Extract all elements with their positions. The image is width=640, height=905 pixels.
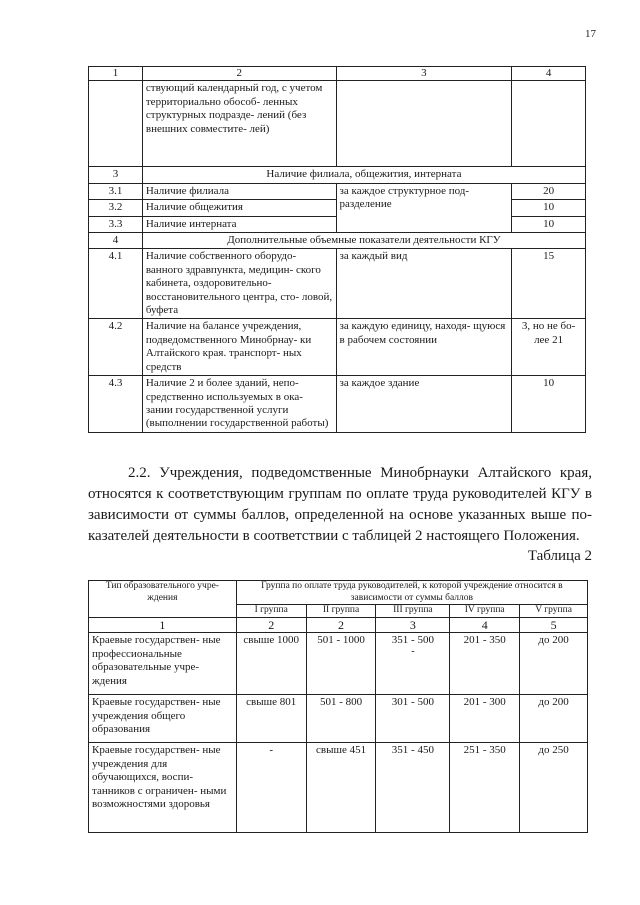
group-value: до 250 xyxy=(520,743,588,833)
group-header: Группа по оплате труда руководителей, к которой учреждение относится в зависимости от суммы баллов xyxy=(236,581,587,605)
points-cell: 15 xyxy=(512,249,586,319)
group-value: свыше 801 xyxy=(236,695,306,743)
group-label: IV группа xyxy=(450,605,520,618)
row-number: 3.2 xyxy=(89,200,143,216)
group-value: 351 - 450 xyxy=(376,743,450,833)
group-value: - xyxy=(236,743,306,833)
table2-header-row xyxy=(89,581,588,605)
table1-header-row xyxy=(89,67,586,81)
group-value: свыше 1000 xyxy=(236,633,306,695)
groups-table xyxy=(88,580,588,833)
table1-header-cell: 3 xyxy=(336,67,512,81)
column-number: 3 xyxy=(376,617,450,633)
points-cell: 10 xyxy=(512,200,586,216)
group-value: 201 - 350 xyxy=(450,633,520,695)
indicator-cell: Наличие интерната xyxy=(142,216,336,232)
group-value: 501 - 800 xyxy=(306,695,376,743)
indicator-cell: Наличие собственного оборудо- ванного здравпункта, медицин- ского кабинета, оздоровительно- восстановительного центра, сто- ловой, буфета xyxy=(142,249,336,319)
group-label: II группа xyxy=(306,605,376,618)
section-row xyxy=(89,233,586,249)
table1-header-cell: 1 xyxy=(89,67,143,81)
condition-cell: за каждое структурное под- разделение xyxy=(336,183,512,232)
type-header: Тип образовательного учре- ждения xyxy=(89,581,237,618)
row-number: 3.3 xyxy=(89,216,143,232)
table1-header-cell: 2 xyxy=(142,67,336,81)
indicator-cell: Наличие филиала xyxy=(142,183,336,199)
points-cell xyxy=(512,81,586,167)
row-number: 4.2 xyxy=(89,319,143,376)
section-number: 3 xyxy=(89,167,143,183)
indicator-cell: Наличие на балансе учреждения, подведомственного Минобрнау- ки Алтайского края. транспорт- ных средств xyxy=(142,319,336,376)
column-number: 2 xyxy=(236,617,306,633)
indicators-table xyxy=(88,66,586,433)
stray-mark: - xyxy=(411,645,415,657)
column-number: 4 xyxy=(450,617,520,633)
table-row xyxy=(89,695,588,743)
indicator-cell: Наличие 2 и более зданий, непо- средственно используемых в ока- зании государственной услуги (выполнении государственной работы) xyxy=(142,376,336,433)
row-number: 3.1 xyxy=(89,183,143,199)
condition-cell: за каждое здание xyxy=(336,376,512,433)
points-cell: 3, но не бо- лее 21 xyxy=(512,319,586,376)
institution-type: Краевые государствен- ные профессиональные образовательные учре- ждения xyxy=(89,633,237,695)
group-value: 501 - 1000 xyxy=(306,633,376,695)
indicator-cell: ствующий календарный год, с учетом территориально обособ- ленных структурных подразде- лений (без внешних совместите- лей) xyxy=(142,81,336,167)
table2-number-row xyxy=(89,617,588,633)
institution-type: Краевые государствен- ные учреждения для обучающихся, воспи- танников с ограничен- ными возможностями здоровья xyxy=(89,743,237,833)
condition-cell: за каждый вид xyxy=(336,249,512,319)
row-number xyxy=(89,81,143,167)
column-number: 2 xyxy=(306,617,376,633)
row-number: 4.3 xyxy=(89,376,143,433)
page-number: 17 xyxy=(585,28,596,40)
group-value: 301 - 500 xyxy=(376,695,450,743)
table1-header-cell: 4 xyxy=(512,67,586,81)
group-value xyxy=(376,633,450,695)
section-title: Дополнительные объемные показатели деятельности КГУ xyxy=(142,233,585,249)
table-row xyxy=(89,743,588,833)
table-row xyxy=(89,319,586,376)
group-label: V группа xyxy=(520,605,588,618)
table1-row-continuation xyxy=(89,81,586,167)
table-row xyxy=(89,183,586,199)
indicator-cell: Наличие общежития xyxy=(142,200,336,216)
column-number: 5 xyxy=(520,617,588,633)
group-value: до 200 xyxy=(520,695,588,743)
section-row xyxy=(89,167,586,183)
points-cell: 10 xyxy=(512,376,586,433)
institution-type: Краевые государствен- ные учреждения общего образования xyxy=(89,695,237,743)
group-value: 251 - 350 xyxy=(450,743,520,833)
section-number: 4 xyxy=(89,233,143,249)
body-paragraph: 2.2. Учреждения, подведомственные Минобрнауки Алтайского края, относятся к соответствующим группам по оплате труда руководителей КГУ в зависимости от суммы баллов, определенной на основе указанных выше по- казателей деятельности в соответствии с таблицей 2 настоящего Положения. xyxy=(88,465,592,544)
condition-cell xyxy=(336,81,512,167)
points-cell: 20 xyxy=(512,183,586,199)
group-value: свыше 451 xyxy=(306,743,376,833)
table-row xyxy=(89,376,586,433)
row-number: 4.1 xyxy=(89,249,143,319)
group-value: 201 - 300 xyxy=(450,695,520,743)
section-title: Наличие филиала, общежития, интерната xyxy=(142,167,585,183)
group-value-text: 351 - 500 xyxy=(391,634,434,647)
group-label: I группа xyxy=(236,605,306,618)
condition-cell: за каждую единицу, находя- щуюся в рабочем состоянии xyxy=(336,319,512,376)
group-label: III группа xyxy=(376,605,450,618)
table-row xyxy=(89,633,588,695)
table-row xyxy=(89,249,586,319)
group-value: до 200 xyxy=(520,633,588,695)
table-caption: Таблица 2 xyxy=(527,548,592,564)
column-number: 1 xyxy=(89,617,237,633)
points-cell: 10 xyxy=(512,216,586,232)
